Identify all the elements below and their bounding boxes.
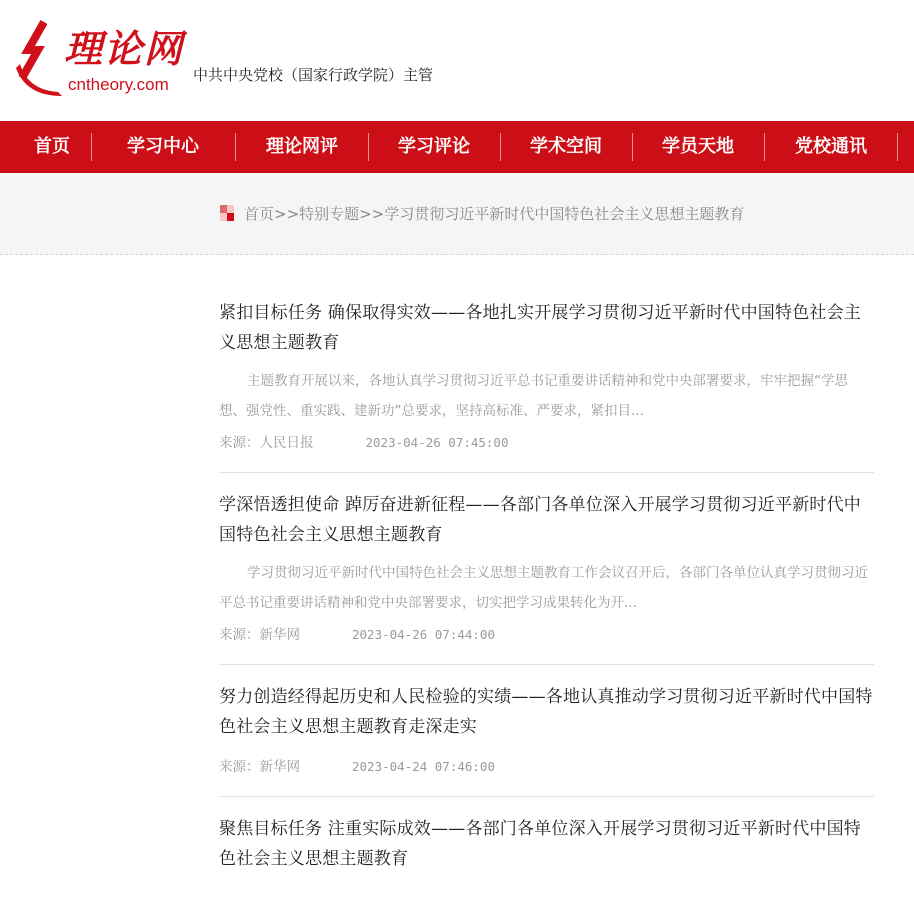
article-meta <box>219 432 874 454</box>
nav-divider <box>500 133 501 161</box>
article-title-link[interactable]: 聚焦目标任务 注重实际成效——各部门各单位深入开展学习贯彻习近平新时代中国特色社会主义思想主题教育 <box>219 819 862 869</box>
nav-item-party-school-news[interactable]: 党校通讯 <box>795 136 867 157</box>
logo-mark-icon <box>14 20 66 96</box>
nav-item-student-world[interactable]: 学员天地 <box>662 136 734 157</box>
breadcrumb-bar <box>0 173 914 255</box>
logo-text: 理论网 <box>64 26 185 71</box>
breadcrumb-marker-icon <box>220 205 234 221</box>
article-source: 来源：人民日报 <box>219 435 314 451</box>
article-source: 来源：新华网 <box>219 759 300 775</box>
article-title-link[interactable]: 努力创造经得起历史和人民检验的实绩——各地认真推动学习贯彻习近平新时代中国特色社会主义思想主题教育走深走实 <box>219 687 873 737</box>
header-tagline: 中共中央党校（国家行政学院）主管 <box>193 66 434 84</box>
article-item <box>219 665 874 797</box>
article-summary: 学习贯彻习近平新时代中国特色社会主义思想主题教育工作会议召开后，各部门各单位认真学习贯彻习近平总书记重要讲话精神和党中央部署要求，切实把学习成果转化为开... <box>219 565 868 611</box>
nav-item-theory-review[interactable]: 理论网评 <box>266 136 338 157</box>
nav-item-study-commentary[interactable]: 学习评论 <box>398 136 470 157</box>
article-time: 2023-04-26 07:45:00 <box>365 435 509 450</box>
breadcrumb-separator: >> <box>274 205 300 223</box>
nav-divider <box>897 133 898 161</box>
article-source: 来源：新华网 <box>219 627 300 643</box>
article-item <box>219 797 874 892</box>
site-header <box>0 0 914 121</box>
nav-divider <box>91 133 92 161</box>
breadcrumb <box>244 204 744 224</box>
nav-divider <box>235 133 236 161</box>
nav-item-home[interactable]: 首页 <box>34 136 70 157</box>
article-meta <box>219 624 874 646</box>
article-item <box>219 298 874 473</box>
breadcrumb-section-link[interactable]: 特别专题 <box>299 205 360 223</box>
breadcrumb-home-link[interactable]: 首页 <box>244 205 275 223</box>
nav-item-study-center[interactable]: 学习中心 <box>127 136 199 157</box>
nav-item-academic-space[interactable]: 学术空间 <box>530 136 602 157</box>
article-time: 2023-04-24 07:46:00 <box>352 759 495 774</box>
article-title-link[interactable]: 紧扣目标任务 确保取得实效——各地扎实开展学习贯彻习近平新时代中国特色社会主义思想主题教育 <box>219 303 862 353</box>
breadcrumb-current-link[interactable]: 学习贯彻习近平新时代中国特色社会主义思想主题教育 <box>384 205 745 223</box>
article-title-link[interactable]: 学深悟透担使命 踔厉奋进新征程——各部门各单位深入开展学习贯彻习近平新时代中国特色社会主义思想主题教育 <box>219 495 862 545</box>
article-summary: 主题教育开展以来，各地认真学习贯彻习近平总书记重要讲话精神和党中央部署要求，牢牢把握“学思想、强党性、重实践、建新功”总要求，坚持高标准、严要求，紧扣目... <box>219 373 848 419</box>
breadcrumb-separator: >> <box>359 205 385 223</box>
nav-divider <box>632 133 633 161</box>
main-nav <box>0 121 914 173</box>
site-logo[interactable] <box>14 18 186 98</box>
article-list <box>219 298 874 892</box>
article-item <box>219 473 874 665</box>
nav-divider <box>764 133 765 161</box>
logo-domain: cntheory.com <box>68 75 169 94</box>
article-time: 2023-04-26 07:44:00 <box>352 627 495 642</box>
nav-divider <box>368 133 369 161</box>
article-meta <box>219 756 874 778</box>
